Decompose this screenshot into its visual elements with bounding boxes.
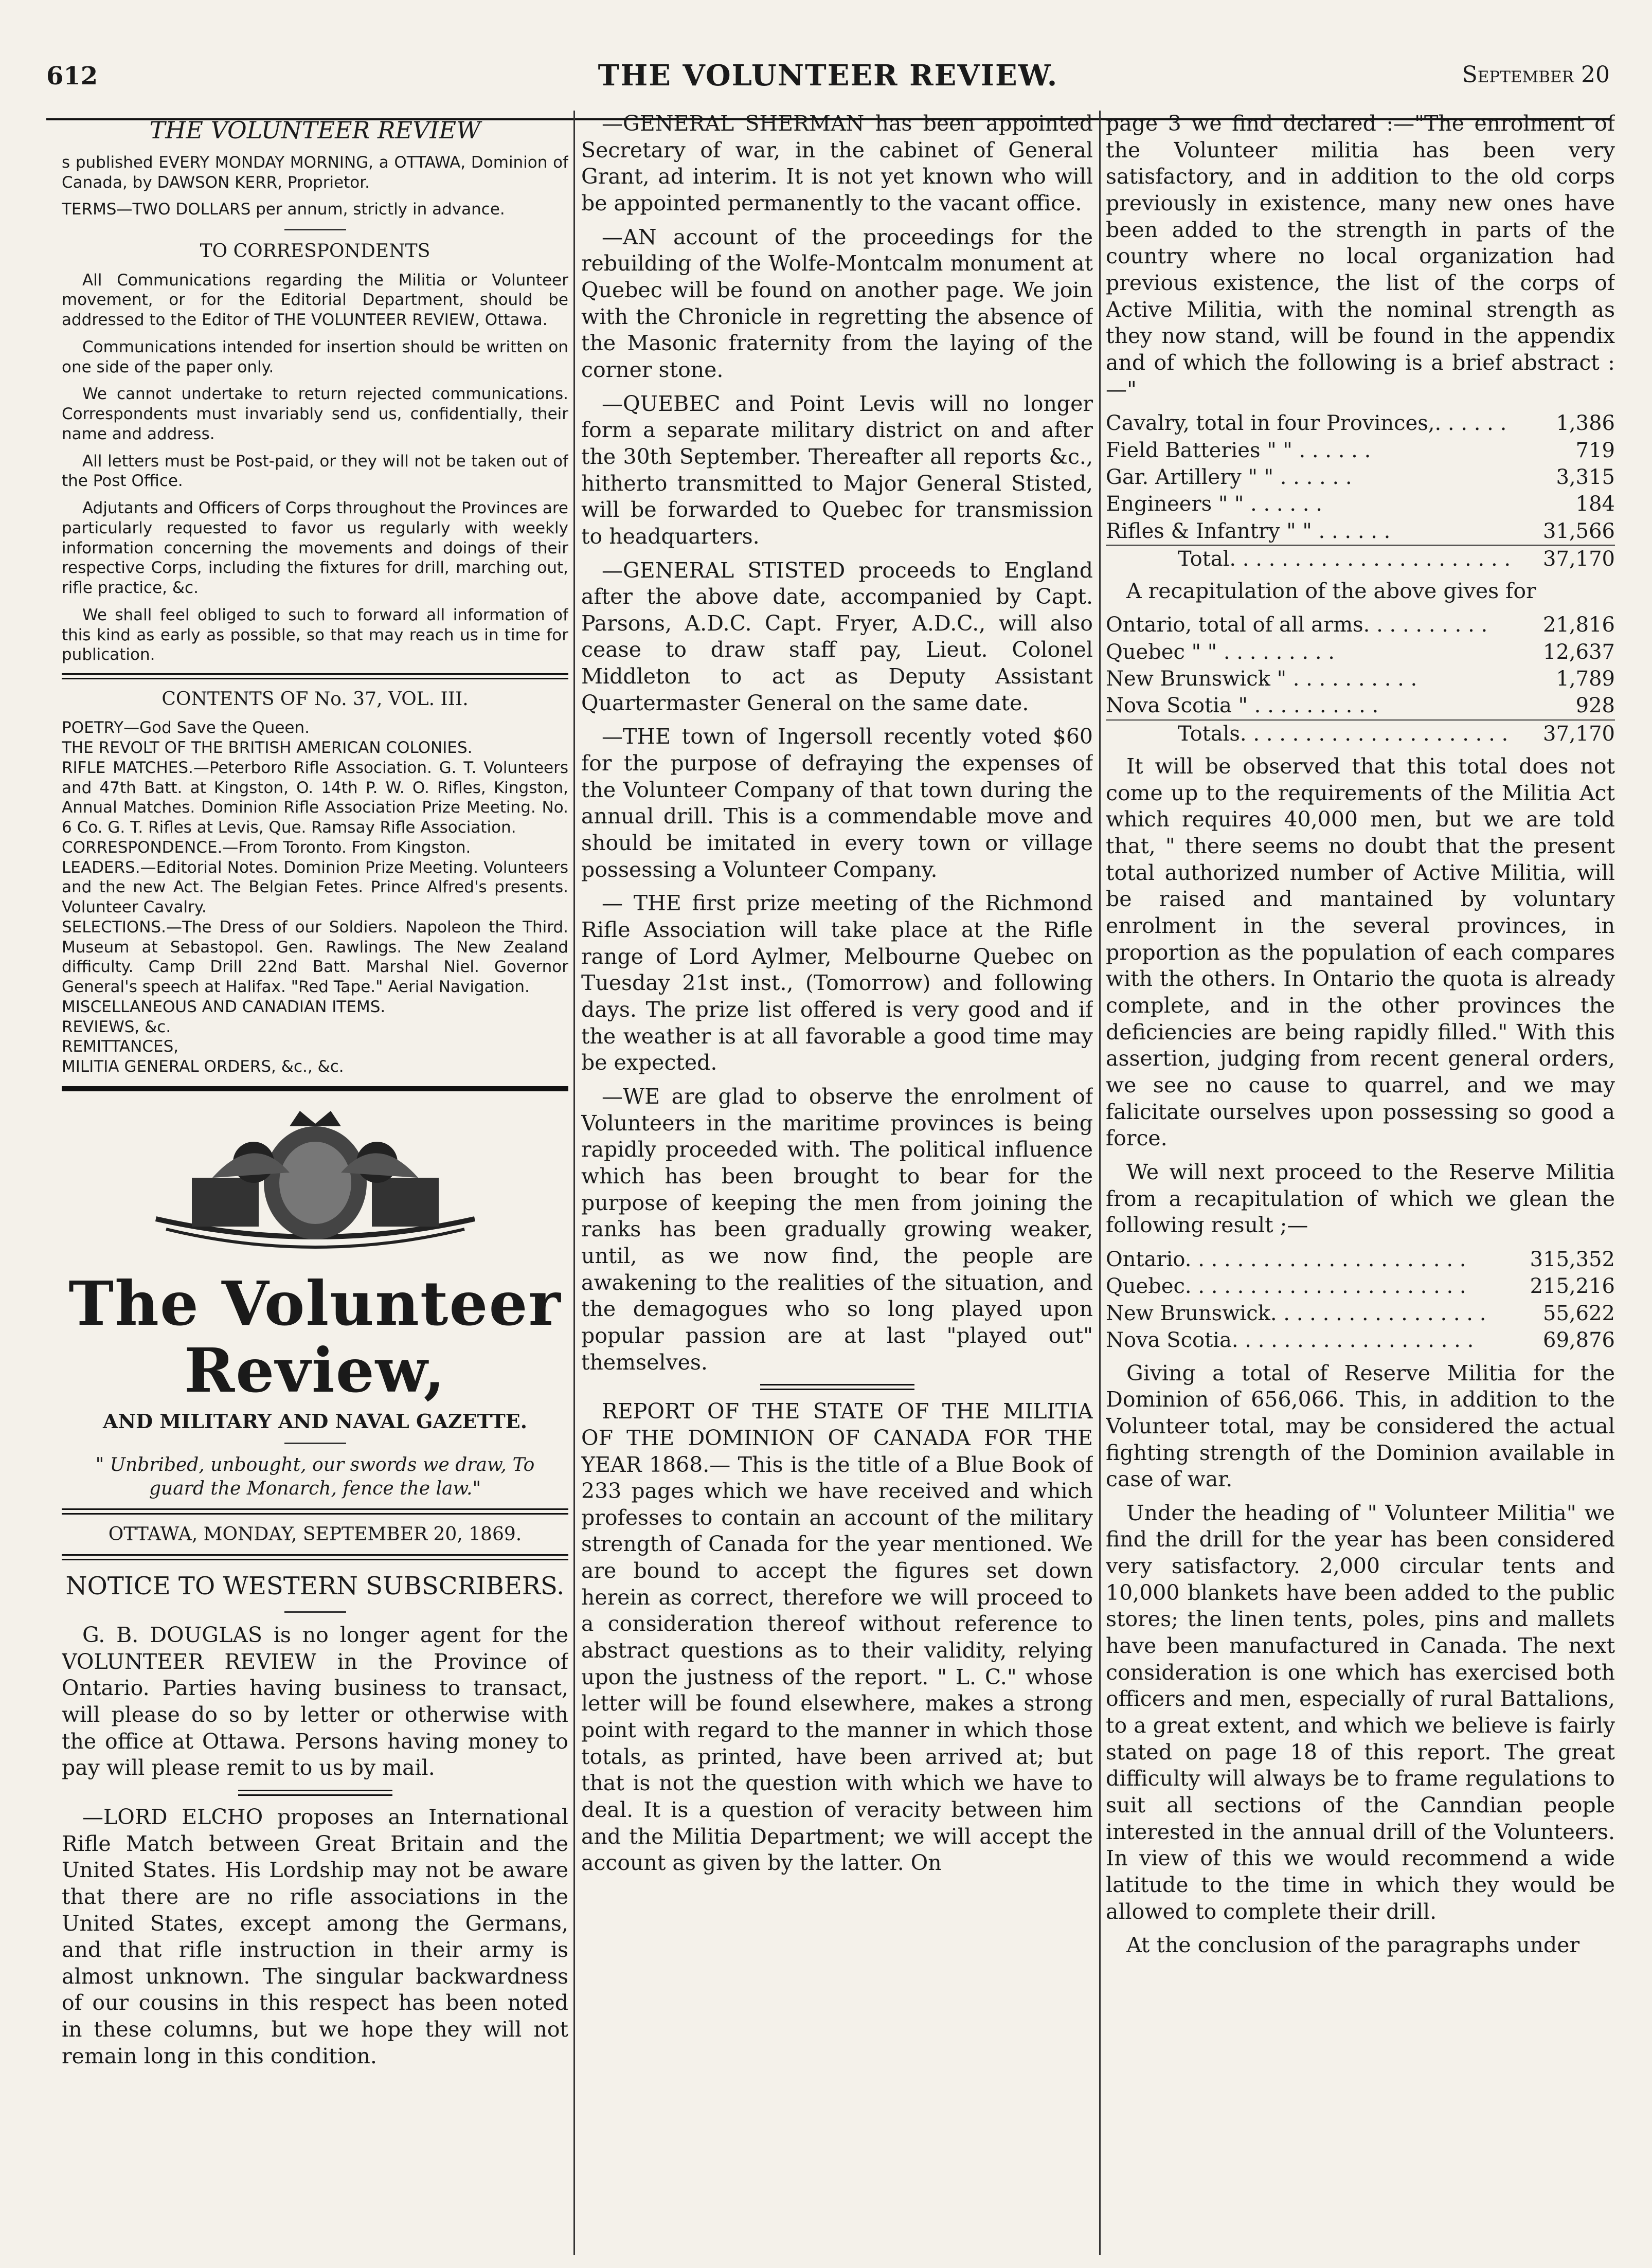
table-row: Ontario. . . . . . . . . . . . . . . . . . . . . . 315,352 [1106,1247,1615,1271]
royal-crest-emblem [135,1101,495,1265]
masthead-subtitle: AND MILITARY AND NAVAL GAZETTE. [102,1409,528,1433]
double-rule [62,1554,568,1560]
article-maritime-enrolment: —WE are glad to observe the enrolment of Volunteers in the maritime provinces is being rapidly proceeded with. The political influence which has been brought to bear for the purpose of keeping the men from joining the ranks has been gradually growing weaker, until, as we now find, the people are awakening to the realities of the situation, and the demagogues who so long played upon popular passion are at last "played out" themselves. [581,1084,1093,1375]
correspondents-note: All letters must be Post-paid, or they will not be taken out of the Post Office. [62,452,568,491]
table-row: Quebec " " . . . . . . . . . 12,637 [1106,640,1615,664]
separator [284,229,346,230]
column-1 [62,111,568,2255]
table-row: Cavalry, total in four Provinces,. . . . . . 1,386 [1106,411,1615,436]
table-row: New Brunswick. . . . . . . . . . . . . . . . . 55,622 [1106,1301,1615,1325]
table-row: Ontario, total of all arms. . . . . . . . . . 21,816 [1106,613,1615,637]
article-militia-report: REPORT OF THE STATE OF THE MILITIA OF THE DOMINION OF CANADA FOR THE YEAR 1868.— This is the title of a Blue Book of 233 pages which we have received and which professes to contain an account of the military strength of Canada for the year mentioned. We are bound to accept the figures set down herein as correct, therefore we will proceed to a consideration thereof without reference to abstract questions as to their validity, relying upon the justness of the report. " L. C." whose letter will be found elsewhere, makes a strong point with regard to the manner in which those totals, as printed, have been arrived at; but that is not the question with which we have to deal. It is a question of veracity between him and the Militia Department; we will accept the account as given by the latter. On [581,1399,1093,1876]
separator [284,1443,346,1444]
contents-item: RIFLE MATCHES.—Peterboro Rifle Association. G. T. Volunteers and 47th Batt. at Kingston, O. 14th P. W. O. Rifles, Kingston, Annual Matches. Dominion Rifle Association Prize Meeting. No. 6 Co. G. T. Rifles at Levis, Que. Ramsay Rifle Association. [62,758,568,837]
correspondents-note: We shall feel obliged to such to forward all information of this kind as early as possible, so that may reach us in time for publication. [62,605,568,664]
thick-rule [62,1086,568,1091]
double-rule [62,1508,568,1515]
separator [284,1611,346,1613]
table-row: New Brunswick " . . . . . . . . . . 1,789 [1106,667,1615,691]
militia-act-paragraph: It will be observed that this total does not come up to the requirements of the Militia Act which requires 40,000 men, but we are told that, " there seems no doubt that the present total authorized number of Active Militia, will be raised and mantained by voluntary enrolment in the several provinces, in proportion as the population of each compares with the others. In Ontario the quota is already complete, and in the other provinces the deficiencies are being rapidly filled." With this assertion, judging from recent general orders, we see no cause to quarrel, and we may falicitate ourselves upon possessing so good a force. [1106,754,1615,1151]
double-rule [62,673,568,679]
contents-item: MILITIA GENERAL ORDERS, &c., &c. [62,1057,344,1076]
contents-item: SELECTIONS.—The Dress of our Soldiers. Napoleon the Third. Museum at Sebastopol. Gen. Rawlings. The New Zealand difficulty. Camp Drill 22nd Batt. Marshal Niel. Governor General's speech at Halifax. "Red Tape." Aerial Navigation. [62,917,568,997]
newspaper-title: THE VOLUNTEER REVIEW. [598,59,1058,93]
column-3 [1106,111,1615,2255]
table-row: Quebec. . . . . . . . . . . . . . . . . . . . . . 215,216 [1106,1274,1615,1299]
province-recap-table [1106,611,1615,747]
masthead-title: The Volunteer Review, [68,1267,562,1406]
correspondents-note: Adjutants and Officers of Corps throughout the Provinces are particularly requested to favor us regularly with weekly information concerning the movements and doings of their respective Corps, including the fixtures for drill, marching out, rifle practice, &c. [62,499,568,598]
notice-heading: NOTICE TO WESTERN SUBSCRIBERS. [65,1572,565,1601]
contents-heading: CONTENTS OF No. 37, VOL. III. [161,689,469,710]
contents-item: CORRESPONDENCE.—From Toronto. From Kingston. [62,838,471,857]
dateline: OTTAWA, MONDAY, SEPTEMBER 20, 1869. [108,1524,522,1545]
article-stisted: —GENERAL STISTED proceeds to England after the above date, accompanied by Capt. Parsons, A.D.C. Capt. Fryer, A.D.C., will also cease to draw staff pay, Lieut. Colonel Middleton to act as Deputy Assistant Quartermaster General on the same date. [581,557,1093,715]
double-rule [760,1384,914,1390]
correspondents-note: We cannot undertake to return rejected communications. Correspondents must invariably send us, confidentially, their name and address. [62,385,568,443]
correspondents-note: Communications intended for insertion should be written on one side of the paper only. [62,337,568,376]
table-total-row: Totals. . . . . . . . . . . . . . . . . . . . . 37,170 [1106,720,1615,747]
article-elcho: —LORD ELCHO proposes an International Rifle Match between Great Britain and the United States. His Lordship may not be aware that there are no rifle associations in the United States, except among the Germans, and that rifle instruction in their army is almost unknown. The singular backwardness of our cousins in this respect has been noted in these columns, but we hope they will not remain long in this condition. [62,1804,568,2068]
active-militia-table [1106,410,1615,572]
reserve-total-paragraph: Giving a total of Reserve Militia for the Dominion of 656,066. This, in addition to the Volunteer total, may be considered the actual fighting strength of the Dominion available in case of war. [1106,1360,1615,1492]
contents-item: THE REVOLT OF THE BRITISH AMERICAN COLONIES. [62,739,473,758]
contents-item: LEADERS.—Editorial Notes. Dominion Prize Meeting. Volunteers and the new Act. The Belgian Fetes. Prince Alfred's presents. Volunteer Cavalry. [62,858,568,917]
article-richmond-rifle: — THE first prize meeting of the Richmond Rifle Association will take place at the Rifle range of Lord Aylmer, Melbourne Quebec on Tuesday 21st inst., (Tomorrow) and following days. The prize list offered is very good and if the weather is at all favorable a good time may be expected. [581,891,1093,1075]
table-row: Nova Scotia. . . . . . . . . . . . . . . . . . . 69,876 [1106,1328,1615,1353]
article-quebec-district: —QUEBEC and Point Levis will no longer form a separate military district on and after the 30th September. Thereafter all reports &c., hitherto transmitted to Major General Stisted, will be forwarded to Quebec for transmission to headquarters. [581,391,1093,549]
contents-item: REVIEWS, &c. [62,1017,171,1036]
contents-item: POETRY—God Save the Queen. [62,718,310,737]
correspondents-note: All Communications regarding the Militia or Volunteer movement, or for the Editorial Department, should be addressed to the Editor of THE VOLUNTEER REVIEW, Ottawa. [62,271,568,330]
table-row: Gar. Artillery " " . . . . . . 3,315 [1106,465,1615,489]
publication-info: s published EVERY MONDAY MORNING, a OTTAWA, Dominion of Canada, by DAWSON KERR, Proprietor. [62,153,568,192]
notice-body: G. B. DOUGLAS is no longer agent for the VOLUNTEER REVIEW in the Province of Ontario. Parties having business to transact, will please do so by letter or otherwise with the office at Ottawa. Persons having money to pay will please remit to us by mail. [62,1622,568,1780]
column-2 [581,111,1093,2255]
table-row: Engineers " " . . . . . . 184 [1106,492,1615,516]
masthead-small-title: THE VOLUNTEER REVIEW [149,116,481,144]
column-rule-2 [1099,111,1101,2255]
header-date: September 20 [1462,62,1610,88]
article-ingersoll: —THE town of Ingersoll recently voted $60 for the purpose of defraying the expenses of the Volunteer Company of that town during the annual drill. This is a commendable move and should be imitated in every town or village possessing a Volunteer Company. [581,724,1093,882]
table-total-row: Total. . . . . . . . . . . . . . . . . . . . . . 37,170 [1106,545,1615,572]
reserve-militia-intro: We will next proceed to the Reserve Militia from a recapitulation of which we glean the following result ;— [1106,1160,1615,1238]
table-row: Nova Scotia " . . . . . . . . . . 928 [1106,694,1615,718]
table-row: Rifles & Infantry " " . . . . . . 31,566 [1106,519,1615,543]
continued-line: At the conclusion of the paragraphs under [1126,1933,1580,1958]
column-rule-1 [573,111,575,2255]
double-rule [238,1790,392,1796]
correspondents-heading: TO CORRESPONDENTS [200,241,430,262]
contents-item: MISCELLANEOUS AND CANADIAN ITEMS. [62,997,386,1016]
recap-intro: A recapitulation of the above gives for [1126,578,1536,603]
article-wolfe-montcalm: —AN account of the proceedings for the rebuilding of the Wolfe-Montcalm monument at Quebec will be found on another page. We join with the Chronicle in regretting the absence of the Masonic fraternity from the laying of the corner stone. [581,224,1093,382]
table-row: Field Batteries " " . . . . . . 719 [1106,438,1615,462]
subscription-terms: TERMS—TWO DOLLARS per annum, strictly in advance. [62,200,505,219]
page-number: 612 [46,62,98,91]
volunteer-militia-paragraph: Under the heading of " Volunteer Militia" we find the drill for the year has been considered very satisfactory. 2,000 circular tents and 10,000 blankets have been added to the public stores; the linen tents, poles, pins and mallets have been manufactured in Canada. The next consideration is one which has exercised both officers and men, especially of rural Battalions, to a great extent, and which we believe is fairly stated on page 18 of this report. The great difficulty will always be to frame regulations to suit all sections of the Canndian people interested in the annual drill of the Volunteers. In view of this we would recommend a wide latitude to the time in which they would be allowed to complete their drill. [1106,1500,1615,1924]
report-continued: page 3 we find declared :—"The enrolment of the Volunteer militia has been very satisfactory, and in addition to the old corps previously in existence, many new ones have been added to the strength in parts of the country where no local organization had previous existence, the list of the corps of Active Militia, with the nominal strength as they now stand, will be found in the appendix and of which the following is a brief abstract :—" [1106,111,1615,402]
contents-item: REMITTANCES, [62,1037,179,1056]
reserve-militia-table [1106,1246,1615,1354]
article-sherman: —GENERAL SHERMAN has been appointed Secretary of war, in the cabinet of General Grant, ad interim. It is not yet known who will be appointed permanently to the vacant office. [581,111,1093,215]
motto: " Unbribed, unbought, our swords we draw, To guard the Monarch, fence the law." [95,1454,535,1499]
